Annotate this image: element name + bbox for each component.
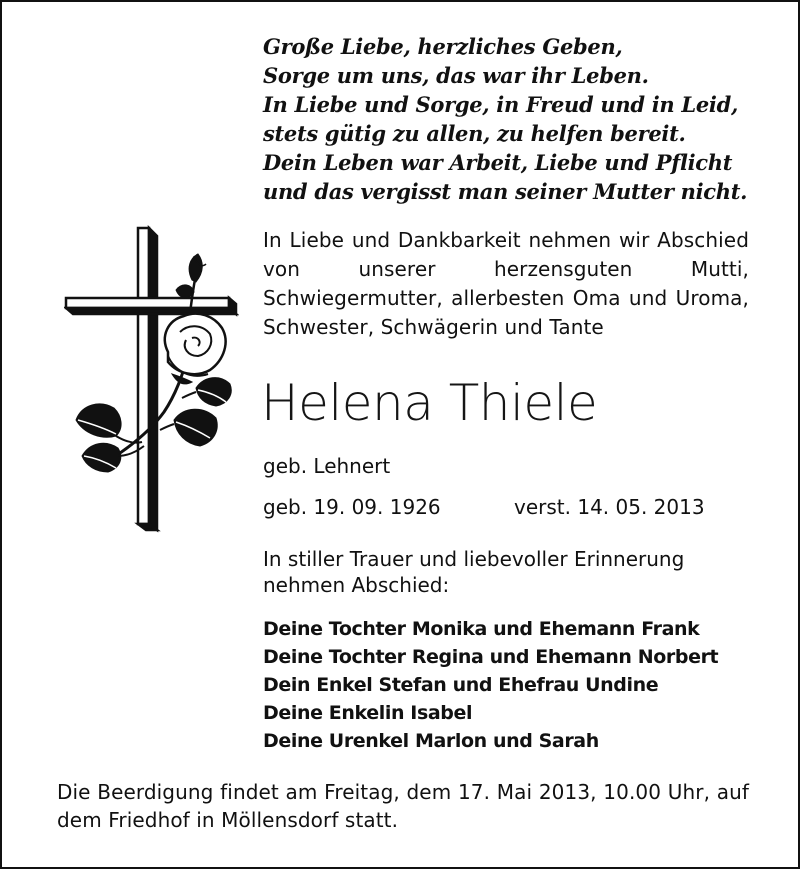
intro-text: In Liebe und Dankbarkeit nehmen wir Abschied von unserer herzensguten Mutti, Schwiegermutter, allerbesten Oma und Uroma, Schwester, Schwägerin und Tante	[263, 228, 749, 339]
poem-line: Sorge um uns, das war ihr Leben.	[263, 63, 649, 88]
mourner: Dein Enkel Stefan und Ehefrau Undine	[263, 674, 659, 696]
poem-line: stets gütig zu allen, zu helfen bereit.	[263, 121, 686, 146]
birth-date: geb. 19. 09. 1926	[263, 495, 441, 519]
poem-line: Große Liebe, herzliches Geben,	[263, 34, 623, 59]
poem-line: Dein Leben war Arbeit, Liebe und Pflicht	[263, 150, 733, 175]
mourner: Deine Urenkel Marlon und Sarah	[263, 730, 599, 752]
mourner: Deine Tochter Monika und Ehemann Frank	[263, 618, 700, 640]
poem-line: und das vergisst man seiner Mutter nicht.	[263, 179, 748, 204]
mourning-text: In stiller Trauer und liebevoller Erinnerung nehmen Abschied:	[263, 547, 685, 597]
deceased-name: Helena Thiele	[261, 374, 598, 432]
cross-with-rose-emblem	[64, 224, 239, 534]
funeral-info: Die Beerdigung findet am Freitag, dem 17. Mai 2013, 10.00 Uhr, auf dem Friedhof in Möllensdorf statt.	[57, 780, 749, 832]
death-date: verst. 14. 05. 2013	[514, 495, 705, 519]
poem	[263, 32, 793, 206]
mourner: Deine Enkelin Isabel	[263, 702, 473, 724]
mourners-list	[263, 615, 783, 755]
poem-line: In Liebe und Sorge, in Freud und in Leid,	[263, 92, 738, 117]
birth-name: geb. Lehnert	[263, 454, 391, 478]
mourner: Deine Tochter Regina und Ehemann Norbert	[263, 646, 719, 668]
